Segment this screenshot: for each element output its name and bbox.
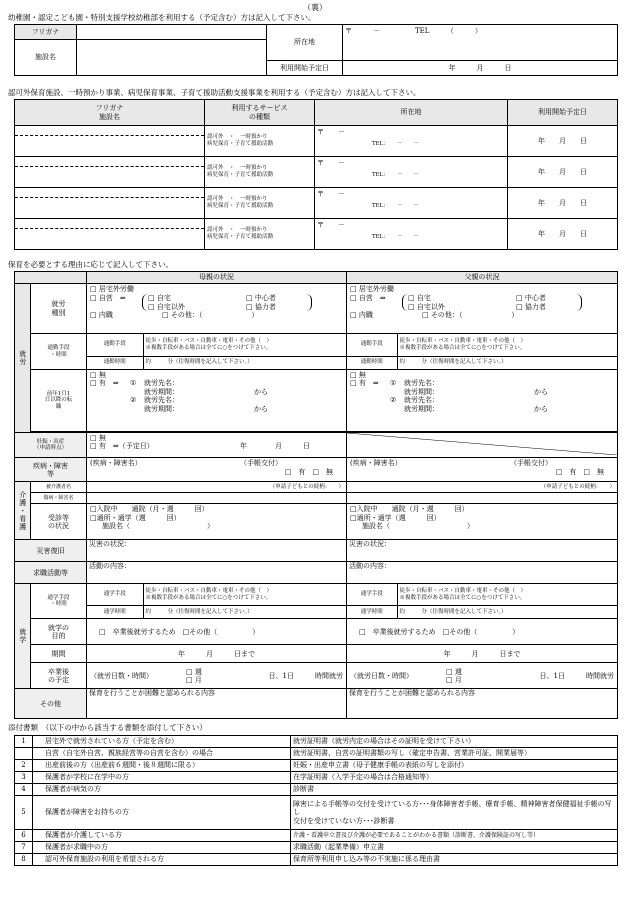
father-other-reason[interactable]: 保育を行うことが困難と認められる内容 xyxy=(347,689,618,719)
checkbox-changed[interactable]: □ 有 ⇒ xyxy=(90,379,119,388)
attachment-document: 在学証明書（入学予定の場合は合格通知等） xyxy=(291,772,618,784)
job-1-from: から xyxy=(534,387,548,396)
job-2-period[interactable]: 就労期間： xyxy=(144,404,179,413)
start-date-field[interactable]: 年 月 日 xyxy=(343,61,618,76)
attachment-document: 妊娠・出産申立書（母子健康手帳の表紙の写しを添付） xyxy=(291,760,618,772)
father-commute-time[interactable]: 約 分（往復時間を記入して下さい。） xyxy=(397,356,617,369)
mother-diagnosis[interactable] xyxy=(87,493,347,504)
attachment-document: 保育所等利用申し込み等の不実施に係る理由書 xyxy=(291,854,618,866)
address-tel[interactable]: TEL： － － xyxy=(372,234,420,241)
h-start-date: 利用開始予定日 xyxy=(508,100,618,126)
attachment-row xyxy=(15,796,618,830)
checkbox-assistant[interactable]: □ 協力者 xyxy=(516,302,546,311)
checkbox-not-pregnant[interactable]: □ 無 xyxy=(90,434,106,442)
work-type-label: 就労 種別 xyxy=(31,284,87,334)
father-treatment xyxy=(347,504,618,540)
certificate-yes-no[interactable]: □ 有 □ 無 xyxy=(555,467,604,476)
mother-job-hunt[interactable]: 活動の内容： xyxy=(87,562,347,584)
reason-table xyxy=(14,271,618,719)
father-period[interactable]: 年 月 日まで xyxy=(347,645,618,663)
disaster-label: 災害復旧 xyxy=(15,540,87,562)
attachment-document: 求職活動（起業準備）申立書 xyxy=(291,842,618,854)
kindergarten-note: 幼稚園・認定こども園・特別支援学校幼稚部を利用する（予定含む）方は記入して下さい。 xyxy=(8,13,316,22)
work-hours-field[interactable]: 日、1日 時間就労 xyxy=(268,671,343,680)
checkbox-home[interactable]: □ 自宅 xyxy=(408,294,431,303)
father-disaster[interactable]: 災害の状況： xyxy=(347,540,618,562)
illness-name-field[interactable]: (疾病・障害名） xyxy=(90,459,142,468)
diagnosis-label: 傷病・障害名 xyxy=(31,493,87,504)
facility-name-field[interactable] xyxy=(15,167,204,187)
address-label: 所在地 xyxy=(267,25,343,61)
work-days-label: （就労日数・時間） xyxy=(90,671,153,680)
attachment-document: 介護・看護申立書及び介護が必要であることがわかる書類（診断書、介護保険証の写し等） xyxy=(291,830,618,842)
checkbox-per-week[interactable]: □ 週 xyxy=(446,667,462,676)
attachment-row xyxy=(15,748,618,760)
facility-name-label: 施設名 xyxy=(15,39,77,75)
address-zip[interactable]: 〒 － xyxy=(317,128,345,136)
h-facility-name: フリガナ 施設名 xyxy=(15,100,205,126)
mother-illness xyxy=(87,458,347,482)
attachment-document: 就労証明書（就労内定の場合はその証明を受けて下さい） xyxy=(291,736,618,748)
job-2-from: から xyxy=(254,404,268,413)
care-recipient-label: 被介護者名 xyxy=(31,482,87,493)
mother-period[interactable]: 年 月 日まで xyxy=(87,645,347,663)
address-zip[interactable]: 〒 － xyxy=(317,190,345,198)
study-purpose-label: 就学の 目的 xyxy=(31,619,87,645)
unlicensed-row xyxy=(15,219,618,250)
service-type-options[interactable]: 認可外 ・ 一時預かり 病児保育・子育て援助活動 xyxy=(205,126,315,157)
start-date-field[interactable]: 年 月 日 xyxy=(508,219,618,250)
attachments-table xyxy=(14,735,618,866)
reason-note: 保育を必要とする理由に応じて記入して下さい。 xyxy=(8,260,173,269)
attachment-row xyxy=(15,784,618,796)
checkbox-per-month[interactable]: □ 月 xyxy=(186,675,202,684)
attachments-title: 添付書類 （以下の中から該当する書類を添付して下さい） xyxy=(8,723,207,732)
illness-name-field[interactable]: (疾病・障害名） xyxy=(350,459,402,468)
job-2-marker: ② xyxy=(130,396,137,405)
school-time-label: 通学時間 xyxy=(87,605,143,618)
facility-field[interactable]: 施設名（ ） xyxy=(362,522,474,531)
attachment-row xyxy=(15,842,618,854)
pregnancy-label: 妊娠・出産 （申請時点） xyxy=(15,433,87,458)
job-1-marker: ① xyxy=(130,379,137,388)
checkbox-other[interactable]: □ その他：（ ） xyxy=(422,311,519,320)
father-job-change xyxy=(347,370,618,432)
facility-name-field[interactable] xyxy=(15,229,204,249)
period-label: 期間 xyxy=(31,645,87,663)
checkbox-self-employed[interactable]: □ 自営 ⇒ xyxy=(350,294,386,303)
diagonal-strike xyxy=(347,433,617,455)
kindergarten-table xyxy=(14,24,618,76)
facility-field[interactable]: 施設名（ ） xyxy=(102,522,214,531)
service-type-options[interactable]: 認可外 ・ 一時預かり 病児保育・子育て援助活動 xyxy=(205,219,315,250)
father-commute-method[interactable]: 徒歩・自転車・バス・自動車・電車・その他（ ） ※複数手段がある場合は全てに○をつけて下さい。 xyxy=(397,334,617,356)
commute-time-label: 通勤時間 xyxy=(87,356,143,369)
school-method-label: 通学手段 xyxy=(347,584,397,605)
address-tel[interactable]: TEL： － － xyxy=(372,172,420,179)
job-2-place[interactable]: 就労先名： xyxy=(404,396,439,405)
checkbox-piecework[interactable]: □ 内職 xyxy=(90,311,113,320)
checkbox-offsite-work[interactable]: □ 居宅外労働 xyxy=(90,285,134,293)
attachment-number: 4 xyxy=(15,784,33,796)
facility-name-field[interactable] xyxy=(77,39,267,75)
attachment-row xyxy=(15,854,618,866)
certificate-yes-no[interactable]: □ 有 □ 無 xyxy=(284,467,333,476)
attachment-condition: 居宅外で就労されている方（予定を含む） xyxy=(33,736,291,748)
certificate-label: （手帳交付） xyxy=(240,459,282,468)
other-reason-label: その他 xyxy=(15,689,87,719)
mother-study-purpose[interactable]: □ 卒業後就労するため □その他（ ） xyxy=(87,619,347,645)
school-section-label: 就学 xyxy=(15,584,31,689)
mother-disaster[interactable]: 災害の状況： xyxy=(87,540,347,562)
checkbox-day-care[interactable]: □通所・通学（週 回） xyxy=(90,513,181,522)
address-tel[interactable]: TEL： － － xyxy=(372,203,420,210)
start-date-field[interactable]: 年 月 日 xyxy=(508,188,618,219)
mother-school-method[interactable]: 徒歩・自転車・バス・自動車・電車・その他（ ） ※複数手段がある場合は全てに○をつけて下さい。 xyxy=(143,584,346,605)
attachment-row xyxy=(15,772,618,784)
job-1-period[interactable]: 就労期間： xyxy=(144,387,179,396)
unlicensed-row xyxy=(15,188,618,219)
attachment-number: 5 xyxy=(15,796,33,830)
unlicensed-table xyxy=(14,99,618,250)
attachment-condition: 保護者が病気の方 xyxy=(33,784,291,796)
furigana-field[interactable] xyxy=(15,157,204,167)
attachment-number xyxy=(15,748,33,760)
checkbox-changed[interactable]: □ 有 ⇒ xyxy=(350,379,379,388)
father-work-type xyxy=(347,284,618,334)
attachment-document: 障害による手帳等の交付を受けている方･･･身体障害者手帳、療育手帳、精神障害者保健福祉手帳の写し 交付を受けていない方･･･診断書 xyxy=(291,796,618,830)
furigana-field[interactable] xyxy=(15,188,204,198)
attachment-condition: 保護者が介護している方 xyxy=(33,830,291,842)
commute-method-label: 通勤手段 xyxy=(87,334,143,356)
attachment-row xyxy=(15,736,618,748)
father-after-graduation xyxy=(347,663,618,689)
furigana-label: フリガナ xyxy=(15,25,77,40)
job-2-marker: ② xyxy=(390,396,397,405)
father-diagnosis[interactable] xyxy=(347,493,618,504)
page-side-label: （裏） xyxy=(303,3,327,12)
checkbox-piecework[interactable]: □ 内職 xyxy=(350,311,373,320)
attachment-number: 2 xyxy=(15,760,33,772)
after-graduation-label: 卒業後 の予定 xyxy=(31,663,87,689)
job-2-from: から xyxy=(534,404,548,413)
father-status-header: 父親の状況 xyxy=(347,272,618,284)
school-method-label: 通学手段 xyxy=(87,584,143,605)
checkbox-day-care[interactable]: □通所・通学（週 回） xyxy=(350,513,441,522)
address-field[interactable]: 〒 － TEL （ ） xyxy=(343,25,618,61)
father-pregnancy-na xyxy=(347,433,618,458)
attachment-document: 就労証明書、自営の証明書類の写し（確定申告書、営業許可証、開業届等） xyxy=(291,748,618,760)
mother-school-time[interactable]: 約 分（往復時間を記入して下さい。） xyxy=(143,605,346,618)
commute-time-label: 通勤時間 xyxy=(347,356,397,369)
checkbox-main-person[interactable]: □ 中心者 xyxy=(516,294,546,303)
checkbox-assistant[interactable]: □ 協力者 xyxy=(246,302,276,311)
mother-commute-time[interactable]: 約 分（往復時間を記入して下さい。） xyxy=(143,356,346,369)
attachment-number: 7 xyxy=(15,842,33,854)
job-change-label: 前年1月1 日以降の転 職 xyxy=(31,370,87,432)
job-2-place[interactable]: 就労先名： xyxy=(144,396,179,405)
checkbox-self-employed[interactable]: □ 自営 ⇒ xyxy=(90,294,126,303)
mother-work-type xyxy=(87,284,347,334)
father-study-purpose[interactable]: □ 卒業後就労するため □その他（ ） xyxy=(347,619,618,645)
start-date-field[interactable]: 年 月 日 xyxy=(508,157,618,188)
attachment-row xyxy=(15,760,618,772)
furigana-field[interactable] xyxy=(77,25,267,40)
treatment-label: 受診等 の状況 xyxy=(31,504,87,540)
due-date-field[interactable]: 年 月 日 xyxy=(240,442,310,451)
job-hunt-label: 求職活動等 xyxy=(15,562,87,584)
checkbox-offsite-work[interactable]: □ 居宅外労働 xyxy=(350,285,394,293)
mother-commute-method[interactable]: 徒歩・自転車・バス・自動車・電車・その他（ ） ※複数手段がある場合は全てに○をつけて下さい。 xyxy=(143,334,346,356)
attachment-condition: 保護者が学校に在学中の方 xyxy=(33,772,291,784)
mother-pregnancy xyxy=(87,433,347,458)
mother-job-change xyxy=(87,370,347,432)
checkbox-main-person[interactable]: □ 中心者 xyxy=(246,294,276,303)
job-1-period[interactable]: 就労期間： xyxy=(404,387,439,396)
care-section-label: 介護・看護 xyxy=(15,482,31,540)
father-school-time[interactable]: 約 分（往復時間を記入して下さい。） xyxy=(397,605,617,618)
address-zip[interactable]: 〒 － xyxy=(317,159,345,167)
mother-after-graduation xyxy=(87,663,347,689)
mother-care-relation[interactable]: （申請子どもとの続柄： ） xyxy=(87,482,347,493)
attachment-condition: 認可外保育施設の利用を希望される方 xyxy=(33,854,291,866)
job-1-from: から xyxy=(254,387,268,396)
checkbox-per-week[interactable]: □ 週 xyxy=(186,667,202,676)
start-date-field[interactable]: 年 月 日 xyxy=(508,126,618,157)
illness-label: 疾病・障害 等 xyxy=(15,458,87,482)
mother-status-header: 母親の状況 xyxy=(87,272,347,284)
facility-name-field[interactable] xyxy=(15,198,204,218)
attachment-number: 1 xyxy=(15,736,33,748)
address-zip[interactable]: 〒 － xyxy=(317,221,345,229)
attachment-number: 6 xyxy=(15,830,33,842)
mother-other-reason[interactable]: 保育を行うことが困難と認められる内容 xyxy=(87,689,347,719)
unlicensed-row xyxy=(15,157,618,188)
service-type-options[interactable]: 認可外 ・ 一時預かり 病児保育・子育て援助活動 xyxy=(205,188,315,219)
school-time-label: 通学時間 xyxy=(347,605,397,618)
checkbox-other[interactable]: □ その他：（ ） xyxy=(162,311,259,320)
mother-treatment xyxy=(87,504,347,540)
checkbox-outside-home[interactable]: □ 自宅以外 xyxy=(408,302,445,311)
work-section-label: 就労 xyxy=(15,284,31,433)
work-days-label: （就労日数・時間） xyxy=(350,671,413,680)
unlicensed-note: 認可外保育施設、一時預かり事業、病児保育事業、子育て援助活動支援事業を利用する（予定含む）方は記入して下さい。 xyxy=(8,88,421,97)
attachment-document: 診断書 xyxy=(291,784,618,796)
father-school-method[interactable]: 徒歩・自転車・バス・自動車・電車・その他（ ） ※複数手段がある場合は全てに○をつけて下さい。 xyxy=(397,584,617,605)
attachment-condition: 保護者が求職中の方 xyxy=(33,842,291,854)
checkbox-hospitalized[interactable]: □入院中 通院（月・週 回） xyxy=(350,505,469,514)
checkbox-home[interactable]: □ 自宅 xyxy=(148,294,171,303)
checkbox-no-change[interactable]: □ 無 xyxy=(90,371,106,379)
attachment-number: 8 xyxy=(15,854,33,866)
job-2-period[interactable]: 就労期間： xyxy=(404,404,439,413)
father-care-relation[interactable]: （申請子どもとの続柄： ） xyxy=(347,482,618,493)
attachment-condition: 保護者が障害をお持ちの方 xyxy=(33,796,291,830)
checkbox-per-month[interactable]: □ 月 xyxy=(446,675,462,684)
checkbox-outside-home[interactable]: □ 自宅以外 xyxy=(148,302,185,311)
address-tel[interactable]: TEL： － － xyxy=(372,141,420,148)
school-commute-label: 通学手段 ・時間 xyxy=(31,584,87,619)
start-date-label: 利用開始予定日 xyxy=(267,61,343,76)
h-address: 所在地 xyxy=(315,100,508,126)
certificate-label: （手帳交付） xyxy=(510,459,552,468)
attachment-row xyxy=(15,830,618,842)
father-illness xyxy=(347,458,618,482)
job-1-marker: ① xyxy=(390,379,397,388)
attachment-condition: 出産前後の方（出産前６週間・後８週間に限る） xyxy=(33,760,291,772)
h-service-type: 利用するサービス の種類 xyxy=(205,100,315,126)
work-hours-field[interactable]: 日、1日 時間就労 xyxy=(539,671,614,680)
facility-name-field[interactable] xyxy=(15,136,204,156)
job-1-place[interactable]: 就労先名： xyxy=(144,379,179,388)
furigana-field[interactable] xyxy=(15,219,204,229)
checkbox-pregnant[interactable]: □ 有 ⇒（予定日） xyxy=(90,442,154,451)
job-1-place[interactable]: 就労先名： xyxy=(404,379,439,388)
attachment-condition: 自営（自宅外自営、親族経営等の自営を含む）の場合 xyxy=(33,748,291,760)
unlicensed-row xyxy=(15,126,618,157)
father-job-hunt[interactable]: 活動の内容： xyxy=(347,562,618,584)
checkbox-no-change[interactable]: □ 無 xyxy=(350,371,366,379)
service-type-options[interactable]: 認可外 ・ 一時預かり 病児保育・子育て援助活動 xyxy=(205,157,315,188)
attachment-number: 3 xyxy=(15,772,33,784)
furigana-field[interactable] xyxy=(15,126,204,136)
commute-label: 通勤手段 ・時間 xyxy=(31,334,87,370)
commute-method-label: 通勤手段 xyxy=(347,334,397,356)
checkbox-hospitalized[interactable]: □入院中 通院（月・週 回） xyxy=(90,505,209,514)
